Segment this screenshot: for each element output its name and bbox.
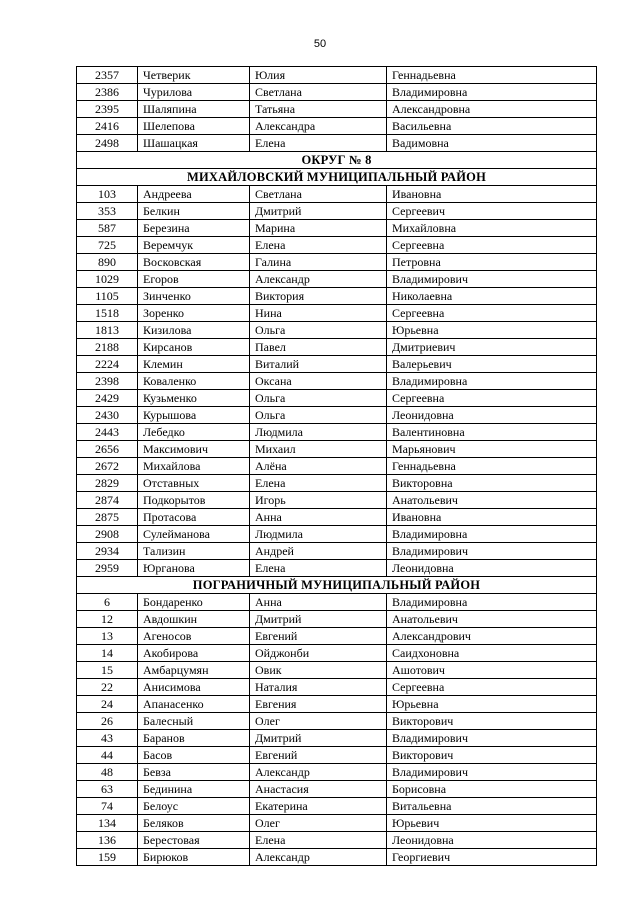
first-name-cell: Алёна (250, 458, 387, 475)
first-name-cell: Александр (250, 764, 387, 781)
last-name-cell: Подкорытов (138, 492, 250, 509)
registry-number-cell: 2672 (77, 458, 138, 475)
last-name-cell: Анисимова (138, 679, 250, 696)
registry-number-cell: 2874 (77, 492, 138, 509)
table-row (77, 815, 597, 832)
registry-number-cell: 1518 (77, 305, 138, 322)
last-name-cell: Амбарцумян (138, 662, 250, 679)
registry-number-cell: 587 (77, 220, 138, 237)
last-name-cell: Акобирова (138, 645, 250, 662)
registry-number-cell: 2934 (77, 543, 138, 560)
table-row (77, 441, 597, 458)
table-row (77, 101, 597, 118)
first-name-cell: Дмитрий (250, 611, 387, 628)
section-title: МИХАЙЛОВСКИЙ МУНИЦИПАЛЬНЫЙ РАЙОН (77, 169, 597, 186)
first-name-cell: Ольга (250, 390, 387, 407)
last-name-cell: Шелепова (138, 118, 250, 135)
roster-body (77, 67, 597, 866)
first-name-cell: Людмила (250, 424, 387, 441)
first-name-cell: Александр (250, 271, 387, 288)
last-name-cell: Кизилова (138, 322, 250, 339)
last-name-cell: Чурилова (138, 84, 250, 101)
patronymic-cell: Васильевна (387, 118, 597, 135)
first-name-cell: Елена (250, 135, 387, 152)
patronymic-cell: Ашотович (387, 662, 597, 679)
patronymic-cell: Вадимовна (387, 135, 597, 152)
first-name-cell: Елена (250, 237, 387, 254)
registry-number-cell: 74 (77, 798, 138, 815)
first-name-cell: Александра (250, 118, 387, 135)
table-row (77, 458, 597, 475)
registry-number-cell: 353 (77, 203, 138, 220)
last-name-cell: Курышова (138, 407, 250, 424)
registry-number-cell: 43 (77, 730, 138, 747)
last-name-cell: Басов (138, 747, 250, 764)
table-row (77, 407, 597, 424)
registry-number-cell: 22 (77, 679, 138, 696)
last-name-cell: Андреева (138, 186, 250, 203)
first-name-cell: Дмитрий (250, 730, 387, 747)
first-name-cell: Павел (250, 339, 387, 356)
patronymic-cell: Леонидовна (387, 560, 597, 577)
first-name-cell: Олег (250, 713, 387, 730)
page-number: 50 (313, 38, 327, 50)
registry-number-cell: 2188 (77, 339, 138, 356)
first-name-cell: Марина (250, 220, 387, 237)
table-row (77, 492, 597, 509)
patronymic-cell: Владимировна (387, 526, 597, 543)
first-name-cell: Михаил (250, 441, 387, 458)
first-name-cell: Юлия (250, 67, 387, 84)
patronymic-cell: Анатольевич (387, 611, 597, 628)
table-row (77, 526, 597, 543)
last-name-cell: Берестовая (138, 832, 250, 849)
registry-number-cell: 2443 (77, 424, 138, 441)
last-name-cell: Четверик (138, 67, 250, 84)
patronymic-cell: Юрьевич (387, 815, 597, 832)
first-name-cell: Светлана (250, 186, 387, 203)
registry-number-cell: 2959 (77, 560, 138, 577)
table-row (77, 339, 597, 356)
registry-number-cell: 136 (77, 832, 138, 849)
registry-number-cell: 2829 (77, 475, 138, 492)
last-name-cell: Бевза (138, 764, 250, 781)
roster-table (76, 66, 597, 866)
last-name-cell: Белоус (138, 798, 250, 815)
table-row (77, 628, 597, 645)
table-row (77, 713, 597, 730)
patronymic-cell: Леонидовна (387, 407, 597, 424)
table-row (77, 679, 597, 696)
last-name-cell: Восковская (138, 254, 250, 271)
last-name-cell: Беляков (138, 815, 250, 832)
registry-number-cell: 890 (77, 254, 138, 271)
registry-number-cell: 2875 (77, 509, 138, 526)
patronymic-cell: Саидхоновна (387, 645, 597, 662)
first-name-cell: Евгения (250, 696, 387, 713)
last-name-cell: Михайлова (138, 458, 250, 475)
table-row (77, 118, 597, 135)
table-row (77, 67, 597, 84)
registry-number-cell: 2416 (77, 118, 138, 135)
registry-number-cell: 63 (77, 781, 138, 798)
first-name-cell: Людмила (250, 526, 387, 543)
patronymic-cell: Валерьевич (387, 356, 597, 373)
registry-number-cell: 2429 (77, 390, 138, 407)
patronymic-cell: Владимировна (387, 594, 597, 611)
registry-number-cell: 24 (77, 696, 138, 713)
last-name-cell: Зинченко (138, 288, 250, 305)
last-name-cell: Бединина (138, 781, 250, 798)
table-row (77, 305, 597, 322)
first-name-cell: Овик (250, 662, 387, 679)
registry-number-cell: 14 (77, 645, 138, 662)
patronymic-cell: Николаевна (387, 288, 597, 305)
patronymic-cell: Владимирович (387, 271, 597, 288)
last-name-cell: Лебедко (138, 424, 250, 441)
registry-number-cell: 1029 (77, 271, 138, 288)
last-name-cell: Авдошкин (138, 611, 250, 628)
table-row (77, 186, 597, 203)
last-name-cell: Бондаренко (138, 594, 250, 611)
section-header-row (77, 152, 597, 169)
patronymic-cell: Михайловна (387, 220, 597, 237)
last-name-cell: Балесный (138, 713, 250, 730)
registry-number-cell: 2395 (77, 101, 138, 118)
patronymic-cell: Владимирович (387, 543, 597, 560)
table-row (77, 509, 597, 526)
patronymic-cell: Владимирович (387, 764, 597, 781)
patronymic-cell: Анатольевич (387, 492, 597, 509)
patronymic-cell: Леонидовна (387, 832, 597, 849)
registry-number-cell: 1813 (77, 322, 138, 339)
patronymic-cell: Сергеевна (387, 305, 597, 322)
table-row (77, 849, 597, 866)
table-row (77, 237, 597, 254)
table-row (77, 781, 597, 798)
last-name-cell: Егоров (138, 271, 250, 288)
table-row (77, 798, 597, 815)
registry-number-cell: 2656 (77, 441, 138, 458)
patronymic-cell: Сергеевич (387, 203, 597, 220)
first-name-cell: Галина (250, 254, 387, 271)
last-name-cell: Отставных (138, 475, 250, 492)
patronymic-cell: Викторович (387, 747, 597, 764)
registry-number-cell: 26 (77, 713, 138, 730)
table-row (77, 356, 597, 373)
patronymic-cell: Георгиевич (387, 849, 597, 866)
patronymic-cell: Ивановна (387, 186, 597, 203)
last-name-cell: Кузьменко (138, 390, 250, 407)
table-row (77, 475, 597, 492)
patronymic-cell: Ивановна (387, 509, 597, 526)
patronymic-cell: Владимирович (387, 730, 597, 747)
patronymic-cell: Геннадьевна (387, 67, 597, 84)
first-name-cell: Виктория (250, 288, 387, 305)
section-title: ОКРУГ № 8 (77, 152, 597, 169)
last-name-cell: Березина (138, 220, 250, 237)
table-row (77, 764, 597, 781)
last-name-cell: Коваленко (138, 373, 250, 390)
last-name-cell: Юрганова (138, 560, 250, 577)
first-name-cell: Елена (250, 832, 387, 849)
registry-number-cell: 2386 (77, 84, 138, 101)
patronymic-cell: Викторовна (387, 475, 597, 492)
table-row (77, 288, 597, 305)
table-row (77, 203, 597, 220)
last-name-cell: Протасова (138, 509, 250, 526)
first-name-cell: Ойджонби (250, 645, 387, 662)
registry-number-cell: 2430 (77, 407, 138, 424)
registry-number-cell: 1105 (77, 288, 138, 305)
patronymic-cell: Сергеевна (387, 679, 597, 696)
table-row (77, 662, 597, 679)
patronymic-cell: Владимировна (387, 373, 597, 390)
registry-number-cell: 12 (77, 611, 138, 628)
registry-number-cell: 2498 (77, 135, 138, 152)
registry-number-cell: 6 (77, 594, 138, 611)
table-row (77, 730, 597, 747)
registry-number-cell: 44 (77, 747, 138, 764)
last-name-cell: Шашацкая (138, 135, 250, 152)
registry-number-cell: 48 (77, 764, 138, 781)
first-name-cell: Игорь (250, 492, 387, 509)
table-row (77, 747, 597, 764)
table-row (77, 220, 597, 237)
patronymic-cell: Витальевна (387, 798, 597, 815)
patronymic-cell: Дмитриевич (387, 339, 597, 356)
registry-number-cell: 134 (77, 815, 138, 832)
last-name-cell: Белкин (138, 203, 250, 220)
first-name-cell: Александр (250, 849, 387, 866)
patronymic-cell: Марьянович (387, 441, 597, 458)
first-name-cell: Екатерина (250, 798, 387, 815)
last-name-cell: Кирсанов (138, 339, 250, 356)
patronymic-cell: Александровна (387, 101, 597, 118)
patronymic-cell: Сергеевна (387, 390, 597, 407)
patronymic-cell: Юрьевна (387, 696, 597, 713)
registry-number-cell: 103 (77, 186, 138, 203)
first-name-cell: Ольга (250, 322, 387, 339)
last-name-cell: Бирюков (138, 849, 250, 866)
table-row (77, 645, 597, 662)
patronymic-cell: Борисовна (387, 781, 597, 798)
patronymic-cell: Владимировна (387, 84, 597, 101)
registry-number-cell: 2357 (77, 67, 138, 84)
first-name-cell: Евгений (250, 747, 387, 764)
registry-number-cell: 725 (77, 237, 138, 254)
section-header-row (77, 577, 597, 594)
patronymic-cell: Юрьевна (387, 322, 597, 339)
registry-number-cell: 159 (77, 849, 138, 866)
table-row (77, 271, 597, 288)
registry-number-cell: 2224 (77, 356, 138, 373)
first-name-cell: Светлана (250, 84, 387, 101)
last-name-cell: Шаляпина (138, 101, 250, 118)
registry-number-cell: 2908 (77, 526, 138, 543)
first-name-cell: Андрей (250, 543, 387, 560)
patronymic-cell: Александрович (387, 628, 597, 645)
first-name-cell: Нина (250, 305, 387, 322)
last-name-cell: Агеносов (138, 628, 250, 645)
table-row (77, 322, 597, 339)
table-row (77, 424, 597, 441)
first-name-cell: Анна (250, 594, 387, 611)
patronymic-cell: Валентиновна (387, 424, 597, 441)
table-row (77, 84, 597, 101)
first-name-cell: Татьяна (250, 101, 387, 118)
registry-number-cell: 13 (77, 628, 138, 645)
first-name-cell: Ольга (250, 407, 387, 424)
section-header-row (77, 169, 597, 186)
first-name-cell: Анастасия (250, 781, 387, 798)
first-name-cell: Елена (250, 560, 387, 577)
table-row (77, 611, 597, 628)
first-name-cell: Евгений (250, 628, 387, 645)
first-name-cell: Виталий (250, 356, 387, 373)
patronymic-cell: Викторович (387, 713, 597, 730)
last-name-cell: Сулейманова (138, 526, 250, 543)
first-name-cell: Анна (250, 509, 387, 526)
table-row (77, 560, 597, 577)
table-row (77, 254, 597, 271)
last-name-cell: Клемин (138, 356, 250, 373)
last-name-cell: Тализин (138, 543, 250, 560)
last-name-cell: Зоренко (138, 305, 250, 322)
patronymic-cell: Петровна (387, 254, 597, 271)
patronymic-cell: Сергеевна (387, 237, 597, 254)
first-name-cell: Олег (250, 815, 387, 832)
table-row (77, 390, 597, 407)
first-name-cell: Оксана (250, 373, 387, 390)
table-row (77, 832, 597, 849)
table-row (77, 594, 597, 611)
registry-number-cell: 15 (77, 662, 138, 679)
first-name-cell: Дмитрий (250, 203, 387, 220)
last-name-cell: Веремчук (138, 237, 250, 254)
first-name-cell: Наталия (250, 679, 387, 696)
first-name-cell: Елена (250, 475, 387, 492)
table-row (77, 373, 597, 390)
last-name-cell: Апанасенко (138, 696, 250, 713)
table-row (77, 696, 597, 713)
last-name-cell: Баранов (138, 730, 250, 747)
last-name-cell: Максимович (138, 441, 250, 458)
patronymic-cell: Геннадьевна (387, 458, 597, 475)
table-row (77, 543, 597, 560)
table-row (77, 135, 597, 152)
section-title: ПОГРАНИЧНЫЙ МУНИЦИПАЛЬНЫЙ РАЙОН (77, 577, 597, 594)
registry-number-cell: 2398 (77, 373, 138, 390)
